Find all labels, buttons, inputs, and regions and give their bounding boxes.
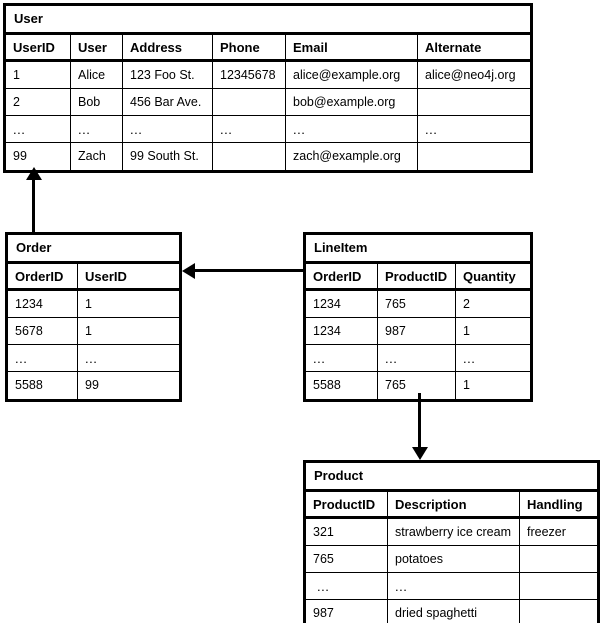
table-lineitem-r2-quantity: ... bbox=[463, 350, 476, 366]
table-row bbox=[8, 318, 179, 345]
table-order-r2-orderid: ... bbox=[8, 345, 78, 371]
table-row bbox=[306, 573, 597, 600]
table-lineitem-r3-orderid: 5588 bbox=[306, 372, 378, 399]
table-order-r1-userid: 1 bbox=[85, 323, 92, 338]
table-user-r1-address: 456 Bar Ave. bbox=[123, 89, 213, 115]
table-user-r2-user: ... bbox=[71, 116, 123, 142]
table-row bbox=[8, 372, 179, 399]
table-user-r2-alternate: ... bbox=[425, 121, 438, 137]
table-row bbox=[6, 89, 530, 116]
table-product-r2-productid: ... bbox=[306, 573, 388, 599]
table-lineitem-r2-productid: ... bbox=[378, 345, 456, 371]
connector-lineitem-to-product-line bbox=[418, 393, 421, 447]
table-order-r0-userid: 1 bbox=[85, 296, 92, 311]
table-user-r1-phone bbox=[213, 89, 286, 115]
table-product-r1-description: potatoes bbox=[388, 546, 520, 572]
table-product-col-handling: Handling bbox=[527, 496, 583, 512]
table-row bbox=[306, 600, 597, 623]
table-row bbox=[6, 143, 530, 170]
table-row bbox=[6, 62, 530, 89]
table-order-r3-orderid: 5588 bbox=[8, 372, 78, 399]
table-user-r1-user: Bob bbox=[71, 89, 123, 115]
table-row bbox=[306, 318, 530, 345]
table-product-r1-productid: 765 bbox=[306, 546, 388, 572]
table-user-col-address: Address bbox=[123, 35, 213, 59]
connector-lineitem-to-order-arrowhead bbox=[182, 263, 195, 279]
table-user-r0-address: 123 Foo St. bbox=[123, 62, 213, 88]
table-order-col-orderid: OrderID bbox=[8, 264, 78, 288]
table-user-r1-alternate bbox=[418, 89, 530, 115]
table-row bbox=[306, 291, 530, 318]
table-user-col-email: Email bbox=[286, 35, 418, 59]
table-user-r2-address: ... bbox=[123, 116, 213, 142]
table-product-r0-handling: freezer bbox=[527, 524, 566, 539]
table-product-r2-handling bbox=[520, 573, 597, 599]
table-user-r1-userid: 2 bbox=[6, 89, 71, 115]
table-user-col-user: User bbox=[71, 35, 123, 59]
table-user-col-userid: UserID bbox=[6, 35, 71, 59]
table-product-r2-description: ... bbox=[388, 573, 520, 599]
table-product-r3-productid: 987 bbox=[306, 600, 388, 623]
table-lineitem-col-productid: ProductID bbox=[378, 264, 456, 288]
table-row bbox=[6, 116, 530, 143]
table-row bbox=[306, 519, 597, 546]
table-user-r2-email: ... bbox=[286, 116, 418, 142]
table-user-r3-address: 99 South St. bbox=[123, 143, 213, 170]
table-lineitem-r1-productid: 987 bbox=[378, 318, 456, 344]
table-user-r0-phone: 12345678 bbox=[213, 62, 286, 88]
table-user bbox=[3, 3, 533, 173]
table-order-r0-orderid: 1234 bbox=[8, 291, 78, 317]
table-user-r0-email: alice@example.org bbox=[286, 62, 418, 88]
table-user-r3-userid: 99 bbox=[6, 143, 71, 170]
table-order-r1-orderid: 5678 bbox=[8, 318, 78, 344]
table-row bbox=[8, 291, 179, 318]
table-user-r2-userid: ... bbox=[6, 116, 71, 142]
table-lineitem-title: LineItem bbox=[306, 235, 530, 264]
table-user-r0-userid: 1 bbox=[6, 62, 71, 88]
table-lineitem-r2-orderid: ... bbox=[306, 345, 378, 371]
connector-order-to-user-arrowhead bbox=[26, 167, 42, 180]
table-product-header-row bbox=[306, 492, 597, 519]
connector-lineitem-to-product-arrowhead bbox=[412, 447, 428, 460]
table-product-r3-handling bbox=[520, 600, 597, 623]
table-lineitem-col-quantity: Quantity bbox=[463, 268, 516, 284]
table-product-r0-description: strawberry ice cream bbox=[388, 519, 520, 545]
table-order-r2-userid: ... bbox=[85, 350, 98, 366]
table-row bbox=[8, 345, 179, 372]
table-user-r1-email: bob@example.org bbox=[286, 89, 418, 115]
connector-lineitem-to-order-line bbox=[195, 269, 303, 272]
table-user-title: User bbox=[6, 6, 530, 35]
table-user-r3-email: zach@example.org bbox=[286, 143, 418, 170]
table-user-r3-phone bbox=[213, 143, 286, 170]
table-user-header-row bbox=[6, 35, 530, 62]
table-product-r0-productid: 321 bbox=[306, 519, 388, 545]
table-user-r0-alternate: alice@neo4j.org bbox=[425, 67, 516, 82]
table-order-r3-userid: 99 bbox=[85, 378, 99, 393]
table-order-header-row bbox=[8, 264, 179, 291]
table-order-col-userid: UserID bbox=[85, 268, 127, 284]
table-row bbox=[306, 345, 530, 372]
table-product-col-description: Description bbox=[388, 492, 520, 516]
table-lineitem-r1-quantity: 1 bbox=[463, 323, 470, 338]
table-user-r0-user: Alice bbox=[71, 62, 123, 88]
table-user-r2-phone: ... bbox=[213, 116, 286, 142]
table-lineitem-r3-productid: 765 bbox=[378, 372, 456, 399]
table-row bbox=[306, 546, 597, 573]
table-lineitem-col-orderid: OrderID bbox=[306, 264, 378, 288]
table-lineitem-r0-orderid: 1234 bbox=[306, 291, 378, 317]
table-product bbox=[303, 460, 600, 623]
table-user-col-alternate: Alternate bbox=[425, 39, 482, 55]
table-lineitem bbox=[303, 232, 533, 402]
table-lineitem-r1-orderid: 1234 bbox=[306, 318, 378, 344]
table-lineitem-r0-quantity: 2 bbox=[463, 296, 470, 311]
table-lineitem-r0-productid: 765 bbox=[378, 291, 456, 317]
table-product-r3-description: dried spaghetti bbox=[388, 600, 520, 623]
table-product-col-productid: ProductID bbox=[306, 492, 388, 516]
table-lineitem-r3-quantity: 1 bbox=[463, 378, 470, 393]
table-order-title: Order bbox=[8, 235, 179, 264]
table-lineitem-header-row bbox=[306, 264, 530, 291]
table-product-title: Product bbox=[306, 463, 597, 492]
table-user-col-phone: Phone bbox=[213, 35, 286, 59]
table-product-r1-handling bbox=[520, 546, 597, 572]
table-user-r3-alternate bbox=[418, 143, 530, 170]
table-user-r3-user: Zach bbox=[71, 143, 123, 170]
connector-order-to-user-line bbox=[32, 178, 35, 232]
table-order bbox=[5, 232, 182, 402]
